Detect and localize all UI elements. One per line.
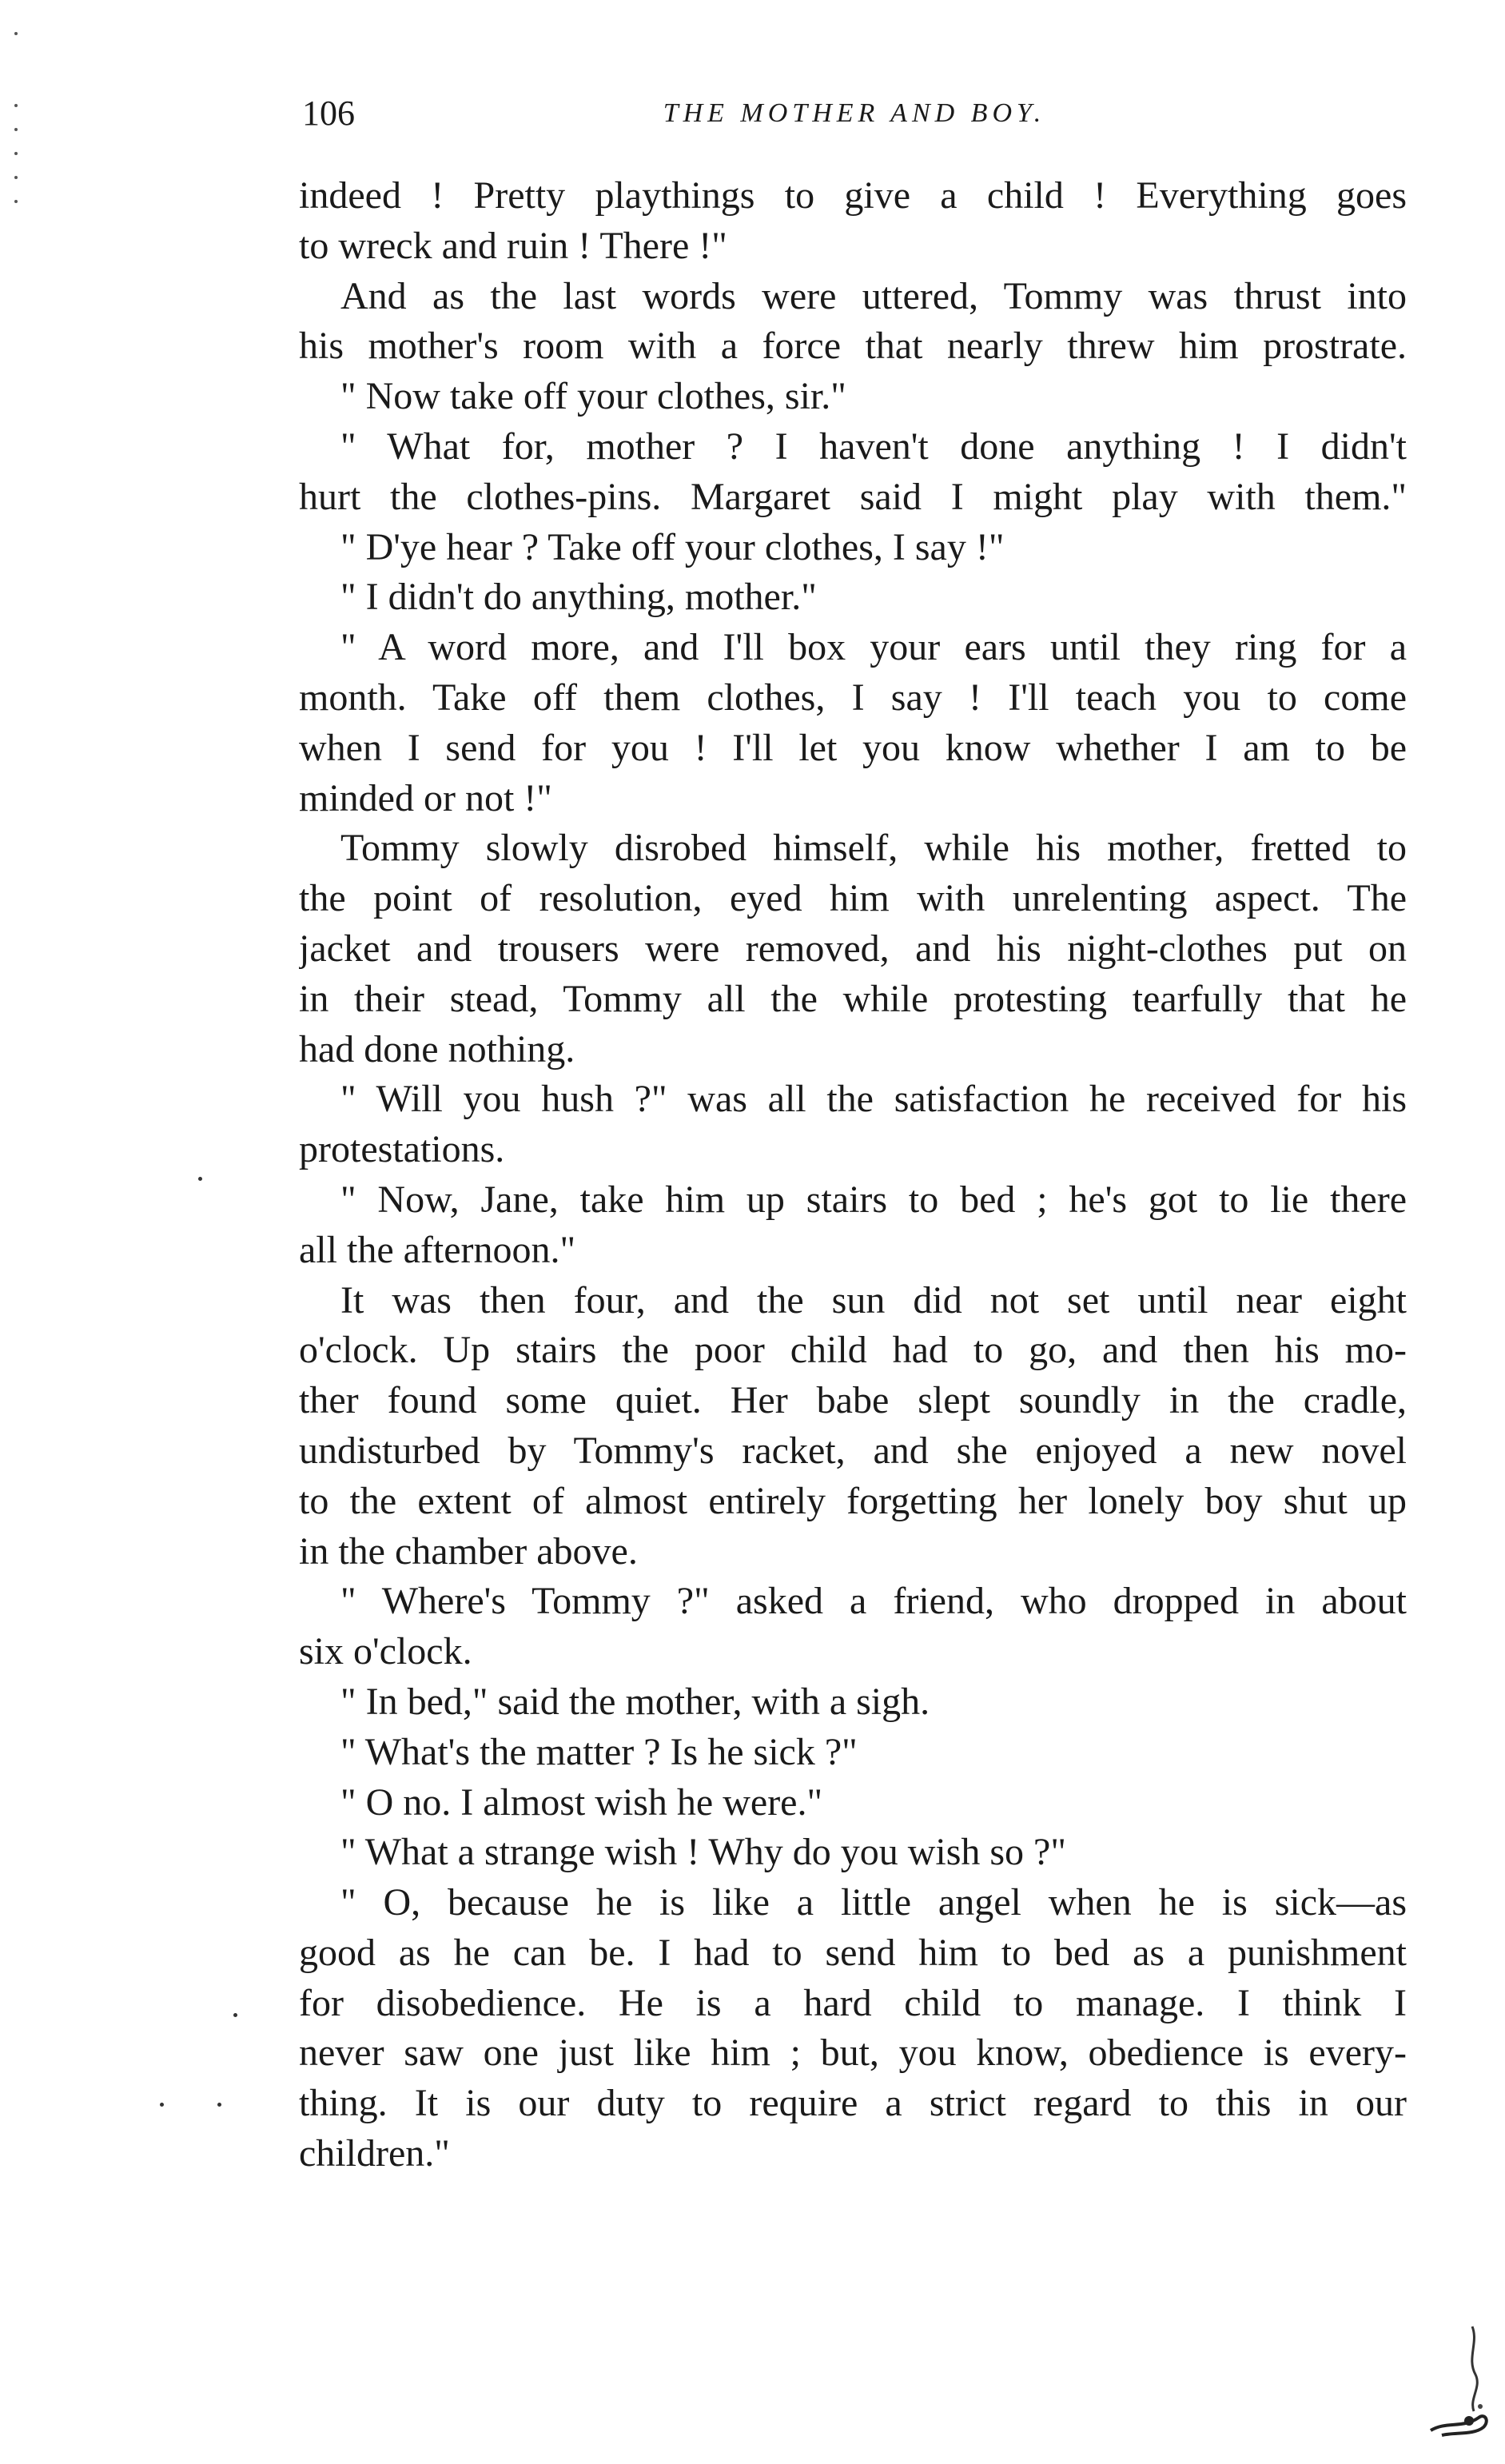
text-line: ther found some quiet. Her babe slept soundly in the cradle, xyxy=(299,1379,1407,1422)
text-line: had done nothing. xyxy=(299,1027,575,1071)
margin-specks xyxy=(8,32,24,224)
text-line: his mother's room with a force that nearly threw him prostrate. xyxy=(299,325,1407,368)
stray-dot xyxy=(233,2013,237,2017)
text-line: It was then four, and the sun did not set until near eight xyxy=(340,1278,1407,1322)
text-line: " O, because he is like a little angel when he is sick—as xyxy=(340,1881,1407,1924)
printer-ornament-icon xyxy=(1423,2318,1495,2438)
page-number: 106 xyxy=(302,94,355,133)
speck xyxy=(14,128,18,131)
speck xyxy=(14,152,18,155)
text-line: hurt the clothes-pins. Margaret said I might play with them." xyxy=(299,475,1407,518)
body-text xyxy=(299,171,1407,2179)
text-line: jacket and trousers were removed, and his night-clothes put on xyxy=(299,927,1407,970)
speck xyxy=(14,32,18,35)
stray-dot xyxy=(217,2103,221,2107)
running-head xyxy=(302,90,1407,138)
text-line: " Now, Jane, take him up stairs to bed ; he's got to lie there xyxy=(340,1178,1407,1221)
stray-dot xyxy=(160,2103,164,2107)
text-line: And as the last words were uttered, Tommy was thrust into xyxy=(340,274,1407,317)
text-line: good as he can be. I had to send him to bed as a punishment xyxy=(299,1931,1407,1974)
text-line: for disobedience. He is a hard child to manage. I think I xyxy=(299,1981,1407,2024)
text-line: " What a strange wish ! Why do you wish so ?" xyxy=(340,1831,1066,1874)
text-line: " What's the matter ? Is he sick ?" xyxy=(340,1730,858,1773)
text-line: to wreck and ruin ! There !" xyxy=(299,224,727,267)
text-line: protestations. xyxy=(299,1128,505,1171)
text-line: when I send for you ! I'll let you know whether I am to be xyxy=(299,726,1407,769)
text-line: six o'clock. xyxy=(299,1630,472,1673)
text-line: all the afternoon." xyxy=(299,1228,576,1271)
text-line: o'clock. Up stairs the poor child had to go, and then his mo- xyxy=(299,1329,1407,1372)
text-line: " In bed," said the mother, with a sigh. xyxy=(340,1680,930,1723)
text-line: " I didn't do anything, mother." xyxy=(340,576,817,619)
text-line: children." xyxy=(299,2132,450,2175)
text-line: " D'ye hear ? Take off your clothes, I say !" xyxy=(340,525,1005,568)
stray-dot xyxy=(198,1177,202,1181)
speck xyxy=(14,200,18,203)
text-line: " O no. I almost wish he were." xyxy=(340,1780,823,1824)
text-line: " Where's Tommy ?" asked a friend, who dropped in about xyxy=(340,1580,1407,1623)
text-line: month. Take off them clothes, I say ! I'll teach you to come xyxy=(299,676,1407,719)
text-line: never saw one just like him ; but, you know, obedience is every- xyxy=(299,2031,1407,2075)
text-line: the point of resolution, eyed him with unrelenting aspect. The xyxy=(299,877,1407,920)
text-line: " A word more, and I'll box your ears until they ring for a xyxy=(340,626,1407,669)
text-line: " Now take off your clothes, sir." xyxy=(340,375,846,418)
text-line: minded or not !" xyxy=(299,776,552,819)
text-line: to the extent of almost entirely forgetting her lonely boy shut up xyxy=(299,1479,1407,1522)
running-title: THE MOTHER AND BOY. xyxy=(663,98,1046,128)
text-line: indeed ! Pretty playthings to give a child ! Everything goes xyxy=(299,174,1407,217)
text-line: in the chamber above. xyxy=(299,1529,638,1573)
text-line: thing. It is our duty to require a strict regard to this in our xyxy=(299,2082,1407,2125)
text-line: in their stead, Tommy all the while protesting tearfully that he xyxy=(299,977,1407,1020)
speck xyxy=(14,176,18,179)
text-line: " What for, mother ? I haven't done anything ! I didn't xyxy=(340,425,1407,468)
text-line: undisturbed by Tommy's racket, and she enjoyed a new novel xyxy=(299,1429,1407,1472)
text-line: " Will you hush ?" was all the satisfaction he received for his xyxy=(340,1078,1407,1121)
text-line: Tommy slowly disrobed himself, while his mother, fretted to xyxy=(340,827,1407,870)
speck xyxy=(14,104,18,107)
